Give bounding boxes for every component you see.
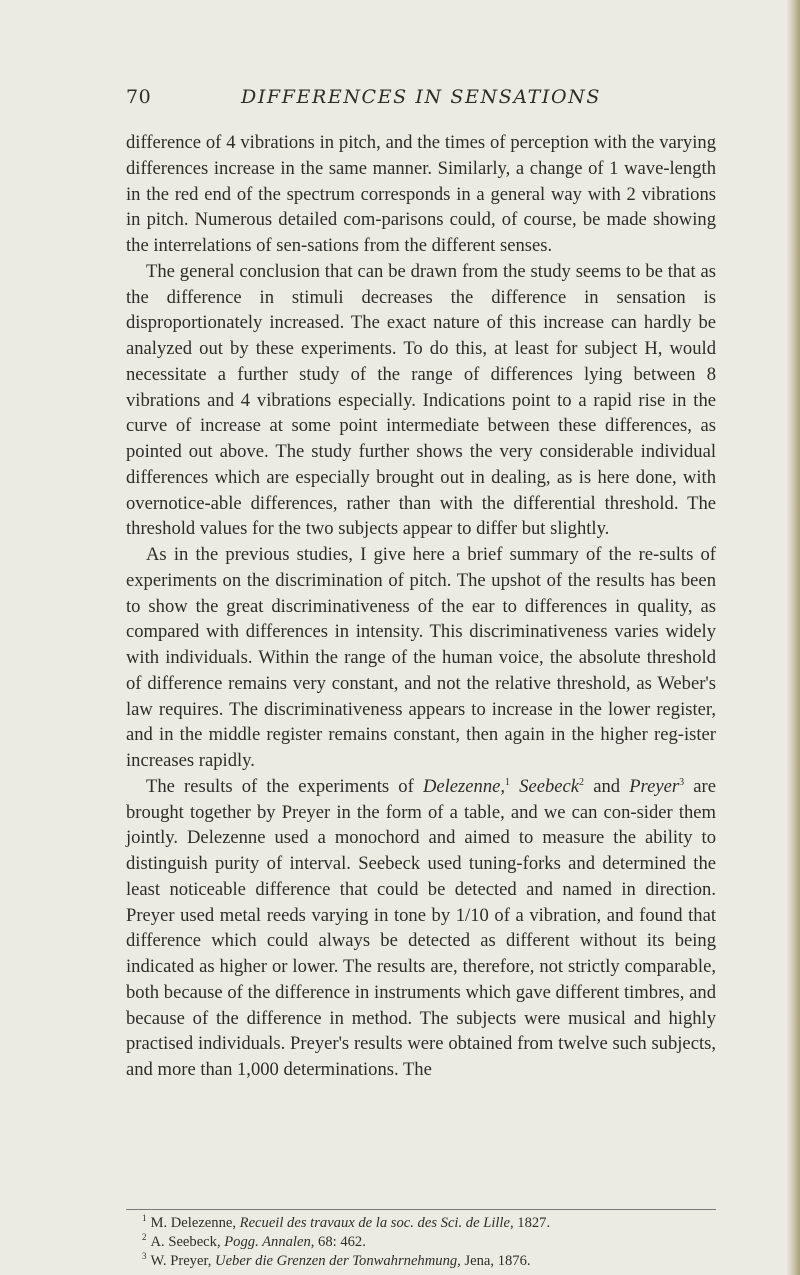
paragraph: As in the previous studies, I give here a brief summary of the re-sults of experiments on the discrimination of pitch. The upshot of the results has been to show the great discriminativeness of the ear to differences in quality, as compared with differences in intensity. This discriminativeness varies widely with individuals. Within the range of the human voice, the absolute threshold of difference remains very constant, and not the relative threshold, as Weber's law requires. The discriminativeness appears to increase in the lower register, and in the middle register remains constant, then again in the higher reg-ister increases rapidly. — [126, 544, 716, 771]
text-run: The results of the experiments of — [146, 775, 423, 797]
page-header — [126, 86, 716, 116]
footnote-marker: 3 — [142, 1251, 147, 1262]
footnote-ref[interactable]: 3 — [679, 776, 685, 788]
footnote — [142, 1214, 712, 1233]
author-name: Preyer — [629, 775, 680, 797]
paragraph: The general conclusion that can be drawn from the study seems to be that as the difference in stimuli decreases the difference in sensation is disproportionately increased. The exact nature of this increase can hardly be analyzed out by these experiments. To do this, at least for subject H, would necessitate a further study of the range of differences lying between 8 vibrations and 4 vibrations especially. Indications point to a rapid rise in the curve of increase at some point intermediate between these differences, as pointed out above. The study further shows the very considerable individual differences which are especially brought out in dealing, as is here done, with overnotice-able differences, rather than with the differential threshold. The threshold values for the two subjects appear to differ but slightly. — [126, 260, 716, 540]
footnote — [142, 1252, 712, 1271]
footnote-marker: 2 — [142, 1232, 147, 1243]
footnote-author: W. Preyer, — [150, 1253, 216, 1269]
text-run: are brought together by Preyer in the form of a table, and we can con-sider them jointly. Delezenne used a monochord and aimed to measure the ability to distinguish purity of interval. Seebeck used tuning-forks and determined the least noticeable difference that could be detected and named in direction. Preyer used metal reeds varying in tone by 1/10 of a vibration, and found that difference which could always be detected as different without its being indicated as higher or lower. The results are, therefore, not strictly comparable, both because of the difference in instruments which gave different timbres, and because of the difference in method. The subjects were musical and highly practised individuals. Preyer's results were obtained from twelve such subjects, and more than 1,000 determinations. The — [126, 775, 716, 1080]
footnote-author: A. Seebeck, — [150, 1234, 225, 1250]
footnote-author: M. Delezenne, — [150, 1215, 240, 1231]
footnotes — [142, 1214, 712, 1271]
body-text — [126, 130, 716, 1083]
page-number: 70 — [126, 86, 152, 108]
author-name: Seebeck — [510, 775, 580, 797]
paragraph: difference of 4 vibrations in pitch, and the times of perception with the varying differences increase in the same manner. Similarly, a change of 1 wave-length in the red end of the spectrum corresponds in a general way with 2 vibrations in pitch. Numerous detailed com-parisons could, of course, be made showing the interrelations of sen-sations from the different senses. — [126, 132, 716, 256]
page-edge — [786, 0, 800, 1275]
running-head: DIFFERENCES IN SENSATIONS — [240, 86, 601, 108]
footnote-source: Recueil des travaux de la soc. des Sci. de Lille, — [239, 1215, 514, 1231]
footnote-detail: 68: 462. — [314, 1234, 366, 1250]
paragraph — [126, 774, 716, 1083]
footnote-source: Ueber die Grenzen der Tonwahrnehmung, — [215, 1253, 461, 1269]
footnote-marker: 1 — [142, 1213, 147, 1224]
footnote-detail: Jena, 1876. — [460, 1253, 531, 1269]
footnote-source: Pogg. Annalen, — [224, 1234, 315, 1250]
author-name: Delezenne, — [422, 775, 506, 797]
footnote-ref[interactable]: 2 — [579, 776, 585, 788]
text-run: and — [584, 775, 630, 797]
footnote-divider — [126, 1209, 716, 1210]
footnote-ref[interactable]: 1 — [505, 776, 511, 788]
footnote-detail: 1827. — [513, 1215, 551, 1231]
footnote — [142, 1233, 712, 1252]
